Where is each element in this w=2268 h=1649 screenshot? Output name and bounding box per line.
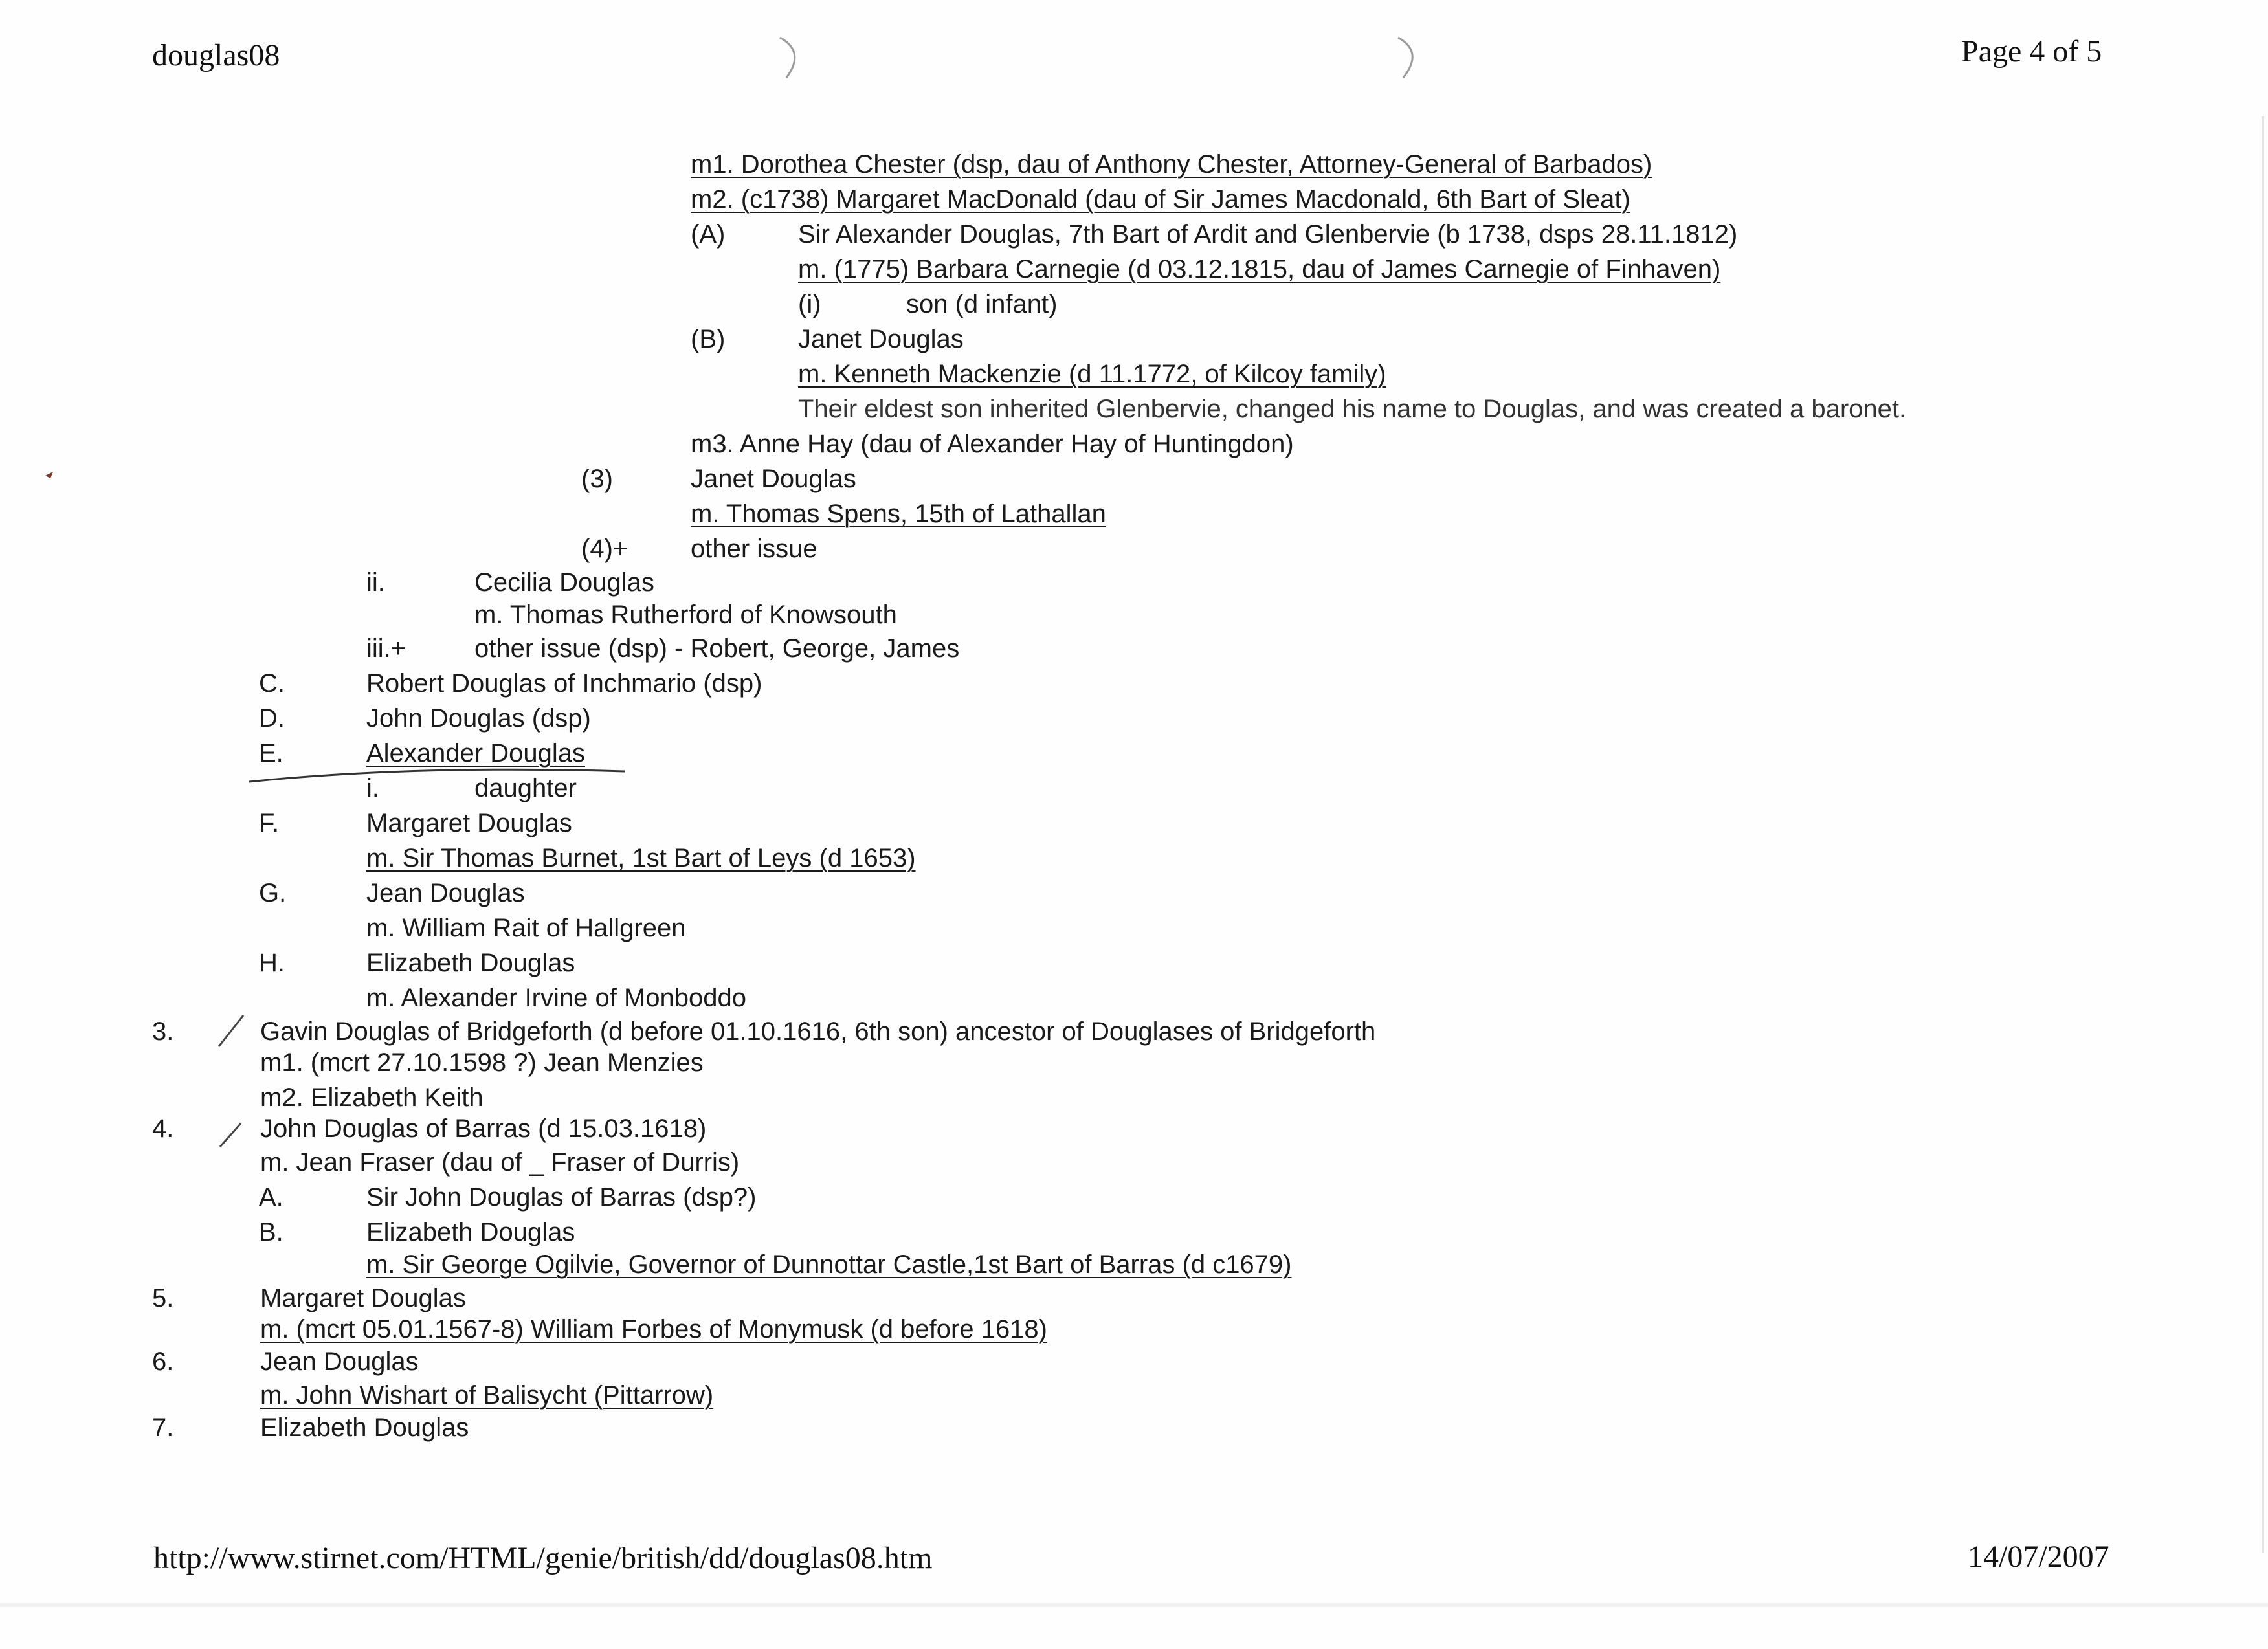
entry-line: other issue (dsp) - Robert, George, James [474, 634, 960, 663]
entry-line: m. (mcrt 05.01.1567-8) William Forbes of Monymusk (d before 1618) [260, 1315, 1047, 1344]
entry-line: daughter [474, 774, 577, 802]
entry-line: m. Thomas Rutherford of Knowsouth [474, 601, 897, 629]
entry-line: other issue [691, 535, 817, 563]
entry-line: Janet Douglas [691, 465, 856, 493]
entry-line: m2. Elizabeth Keith [260, 1083, 484, 1112]
entry-line: Robert Douglas of Inchmario (dsp) [366, 669, 762, 698]
entry-line: John Douglas of Barras (d 15.03.1618) [260, 1114, 707, 1143]
entry-line: m. Alexander Irvine of Monboddo [366, 984, 747, 1012]
entry-marker: F. [259, 809, 280, 837]
entry-line: Janet Douglas [798, 325, 964, 353]
entry-marker: H. [259, 949, 285, 977]
entry-line: m2. (c1738) Margaret MacDonald (dau of Sir James Macdonald, 6th Bart of Sleat) [691, 185, 1630, 214]
entry-marker: 4. [152, 1114, 174, 1143]
entry-line: Gavin Douglas of Bridgeforth (d before 01.10.1616, 6th son) ancestor of Douglases of Bridgeforth [260, 1017, 1376, 1046]
entry-line: m. (1775) Barbara Carnegie (d 03.12.1815, dau of James Carnegie of Finhaven) [798, 255, 1721, 283]
page-number: Page 4 of 5 [1961, 34, 2102, 69]
entry-marker: 3. [152, 1017, 174, 1046]
source-url: http://www.stirnet.com/HTML/genie/british/dd/douglas08.htm [153, 1541, 933, 1575]
print-date: 14/07/2007 [1968, 1540, 2109, 1574]
entry-marker: ii. [366, 568, 385, 597]
entry-line: Margaret Douglas [366, 809, 572, 837]
entry-line: Elizabeth Douglas [260, 1413, 469, 1442]
entry-marker: 6. [152, 1347, 174, 1376]
entry-marker: B. [259, 1218, 284, 1246]
entry-line: son (d infant) [906, 290, 1058, 318]
entry-line: m. Jean Fraser (dau of _ Fraser of Durris) [260, 1148, 740, 1177]
entry-marker: C. [259, 669, 285, 698]
entry-line: Alexander Douglas [366, 739, 585, 768]
entry-marker: (3) [581, 465, 613, 493]
entry-line: m. John Wishart of Balisycht (Pittarrow) [260, 1381, 714, 1410]
entry-marker: 5. [152, 1284, 174, 1312]
entry-marker: (A) [691, 220, 726, 249]
entry-line: m. Thomas Spens, 15th of Lathallan [691, 500, 1106, 528]
entry-line: Their eldest son inherited Glenbervie, changed his name to Douglas, and was created a baronet. [798, 395, 1907, 423]
entry-line: Sir Alexander Douglas, 7th Bart of Ardit and Glenbervie (b 1738, dsps 28.11.1812) [798, 220, 1738, 249]
entry-marker: (4)+ [581, 535, 628, 563]
entry-line: m. Sir Thomas Burnet, 1st Bart of Leys (d 1653) [366, 844, 916, 872]
entry-line: m. Sir George Ogilvie, Governor of Dunnottar Castle,1st Bart of Barras (d c1679) [366, 1250, 1292, 1279]
entry-line: m. Kenneth Mackenzie (d 11.1772, of Kilcoy family) [798, 360, 1386, 388]
entry-line: Jean Douglas [366, 879, 525, 907]
document-title: douglas08 [152, 38, 280, 72]
entry-line: Sir John Douglas of Barras (dsp?) [366, 1183, 757, 1212]
entry-marker: (i) [798, 290, 821, 318]
entry-line: Cecilia Douglas [474, 568, 654, 597]
entry-marker: E. [259, 739, 284, 768]
entry-marker: G. [259, 879, 287, 907]
entry-line: Elizabeth Douglas [366, 1218, 575, 1246]
entry-line: Margaret Douglas [260, 1284, 466, 1312]
entry-marker: A. [259, 1183, 284, 1212]
entry-line: m. William Rait of Hallgreen [366, 914, 686, 942]
entry-marker: iii.+ [366, 634, 406, 663]
entry-line: m1. (mcrt 27.10.1598 ?) Jean Menzies [260, 1048, 704, 1077]
entry-line: John Douglas (dsp) [366, 704, 591, 733]
entry-line: m1. Dorothea Chester (dsp, dau of Anthony Chester, Attorney-General of Barbados) [691, 150, 1652, 179]
entry-line: Jean Douglas [260, 1347, 419, 1376]
entry-line: m3. Anne Hay (dau of Alexander Hay of Huntingdon) [691, 430, 1294, 458]
entry-line: Elizabeth Douglas [366, 949, 575, 977]
entry-marker: 7. [152, 1413, 174, 1442]
entry-marker: i. [366, 774, 379, 802]
entry-marker: D. [259, 704, 285, 733]
entry-marker: (B) [691, 325, 726, 353]
